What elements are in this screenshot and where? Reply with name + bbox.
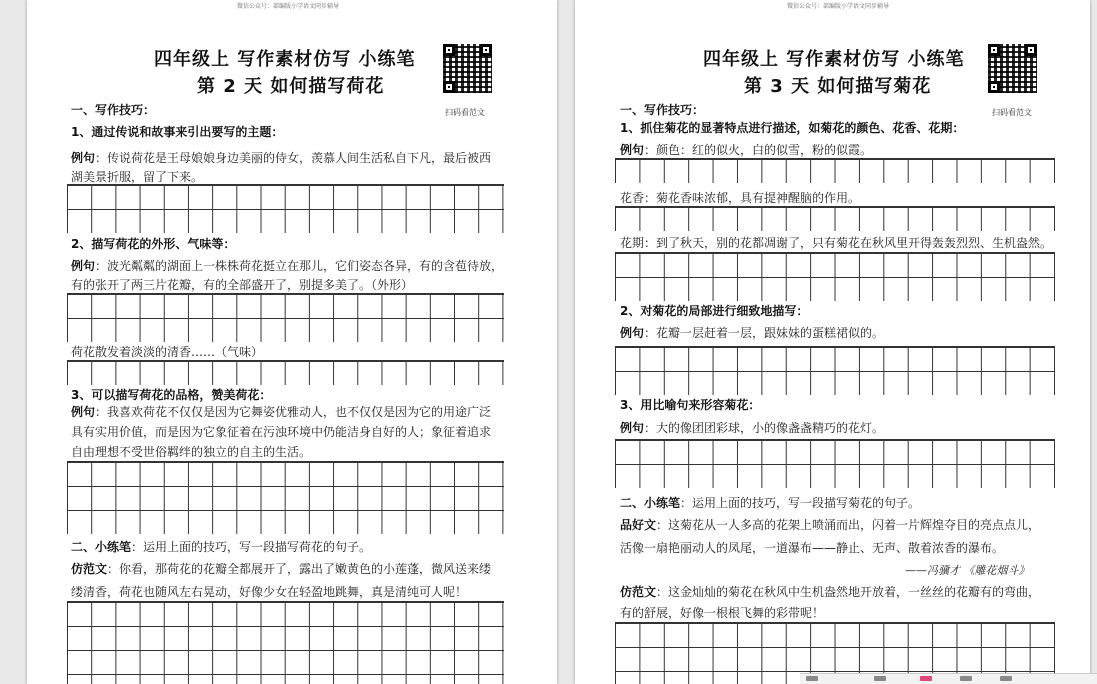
- practice-heading: 二、小练笔：运用上面的技巧，写一段描写菊花的句子。: [620, 496, 921, 510]
- example-line: 例句：传说荷花是王母娘娘身边美丽的侍女，羡慕人间生活私自下凡，最后被西: [71, 151, 492, 165]
- page-subtitle: 第 2 天 如何描写荷花: [197, 76, 385, 97]
- model-line: 有的舒展，好像一根根飞舞的彩带呢！: [620, 606, 825, 620]
- page-day3: [575, 0, 1090, 684]
- example-line: 例句：我喜欢荷花不仅仅是因为它舞姿优雅动人，也不仅仅是因为它的用途广泛: [71, 405, 492, 419]
- section-heading: 一、写作技巧：: [620, 103, 705, 117]
- tip-heading: 1、抓住菊花的显著特点进行描述，如菊花的颜色、花香、花期：: [620, 121, 965, 135]
- tip-heading: 2、对菊花的局部进行细致地描写：: [620, 304, 809, 318]
- header-note: 微信公众号：部编版小学语文同步辅导: [237, 3, 340, 10]
- qr-caption: 扫码看范文: [445, 108, 485, 117]
- example-line: 花期：到了秋天，别的花都凋谢了，只有菊花在秋风里开得轰轰烈烈、生机盎然。: [620, 236, 1053, 250]
- viewer-toolbar: [800, 673, 1097, 684]
- section-heading: 一、写作技巧：: [71, 103, 156, 117]
- page-day2: [27, 0, 557, 684]
- model-line: 缕清香，荷花也随风左右晃动，好像少女在轻盈地跳舞，真是清纯可人呢！: [71, 585, 468, 599]
- page-subtitle: 第 3 天 如何描写菊花: [744, 76, 932, 97]
- writing-grid[interactable]: [67, 184, 504, 233]
- toolbar-icon[interactable]: [920, 676, 932, 681]
- example-line: 荷花散发着淡淡的清香……（气味）: [71, 345, 264, 359]
- writing-grid[interactable]: [67, 461, 504, 534]
- example-line: 例句：波光粼粼的湖面上一株株荷花挺立在那儿，它们姿态各异，有的含苞待放，: [71, 259, 504, 273]
- example-line: 例句：大的像团团彩球，小的像盏盏精巧的花灯。: [620, 421, 885, 435]
- qr-code: [443, 44, 492, 93]
- writing-grid[interactable]: [615, 158, 1055, 183]
- example-line: 湖美景折服，留了下来。: [71, 170, 204, 184]
- example-line: 花香：菊花香味浓郁，具有提神醒脑的作用。: [620, 191, 861, 205]
- header-note: 微信公众号：部编版小学语文同步辅导: [787, 3, 890, 10]
- writing-grid[interactable]: [67, 601, 504, 684]
- writing-grid[interactable]: [615, 346, 1055, 395]
- writing-grid[interactable]: [67, 360, 504, 385]
- example-line: 自由理想不受世俗羁绊的独立的自主的生活。: [71, 445, 312, 459]
- writing-grid[interactable]: [615, 252, 1055, 301]
- model-line: 活像一扇艳丽动人的凤尾，一道瀑布——静止、无声、散着浓香的瀑布。: [620, 541, 1005, 555]
- toolbar-icon[interactable]: [806, 676, 818, 681]
- model-line: 仿范文：这金灿灿的菊花在秋风中生机盎然地开放着，一丝丝的花瓣有的弯曲，: [620, 585, 1041, 599]
- writing-grid[interactable]: [615, 439, 1055, 488]
- page-title: 四年级上 写作素材仿写 小练笔: [703, 49, 965, 70]
- toolbar-icon[interactable]: [960, 676, 972, 681]
- page-title: 四年级上 写作素材仿写 小练笔: [154, 49, 416, 70]
- qr-caption: 扫码看范文: [992, 108, 1032, 117]
- toolbar-icon[interactable]: [1000, 676, 1012, 681]
- tip-heading: 2、描写荷花的外形、气味等：: [71, 237, 236, 251]
- qr-code: [988, 44, 1037, 93]
- toolbar-icon[interactable]: [874, 676, 886, 681]
- model-line: 品好文：这菊花从一人多高的花架上喷涌而出，闪着一片辉煌夺目的亮点点儿，: [620, 518, 1041, 532]
- example-line: 有的张开了两三片花瓣，有的全部盛开了，别提多美了。（外形）: [71, 278, 414, 292]
- tip-heading: 3、可以描写荷花的品格，赞美荷花：: [71, 388, 272, 402]
- writing-grid[interactable]: [67, 293, 504, 342]
- example-line: 例句：花瓣一层赶着一层，跟妹妹的蛋糕裙似的。: [620, 326, 885, 340]
- example-line: 具有实用价值，而是因为它象征着在污浊环境中仍能洁身自好的人；象征着追求: [71, 425, 492, 439]
- tip-heading: 1、通过传说和故事来引出要写的主题：: [71, 125, 284, 139]
- practice-heading: 二、小练笔：运用上面的技巧，写一段描写荷花的句子。: [71, 540, 372, 554]
- author-citation: ——冯骥才 《雕花烟斗》: [905, 564, 1030, 577]
- tip-heading: 3、用比喻句来形容菊花：: [620, 398, 761, 412]
- model-line: 仿范文：你看，那荷花的花瓣全都展开了，露出了嫩黄色的小莲蓬，微风送来缕: [71, 562, 492, 576]
- writing-grid[interactable]: [615, 206, 1055, 231]
- example-line: 例句：颜色：红的似火，白的似雪，粉的似霞。: [620, 143, 873, 157]
